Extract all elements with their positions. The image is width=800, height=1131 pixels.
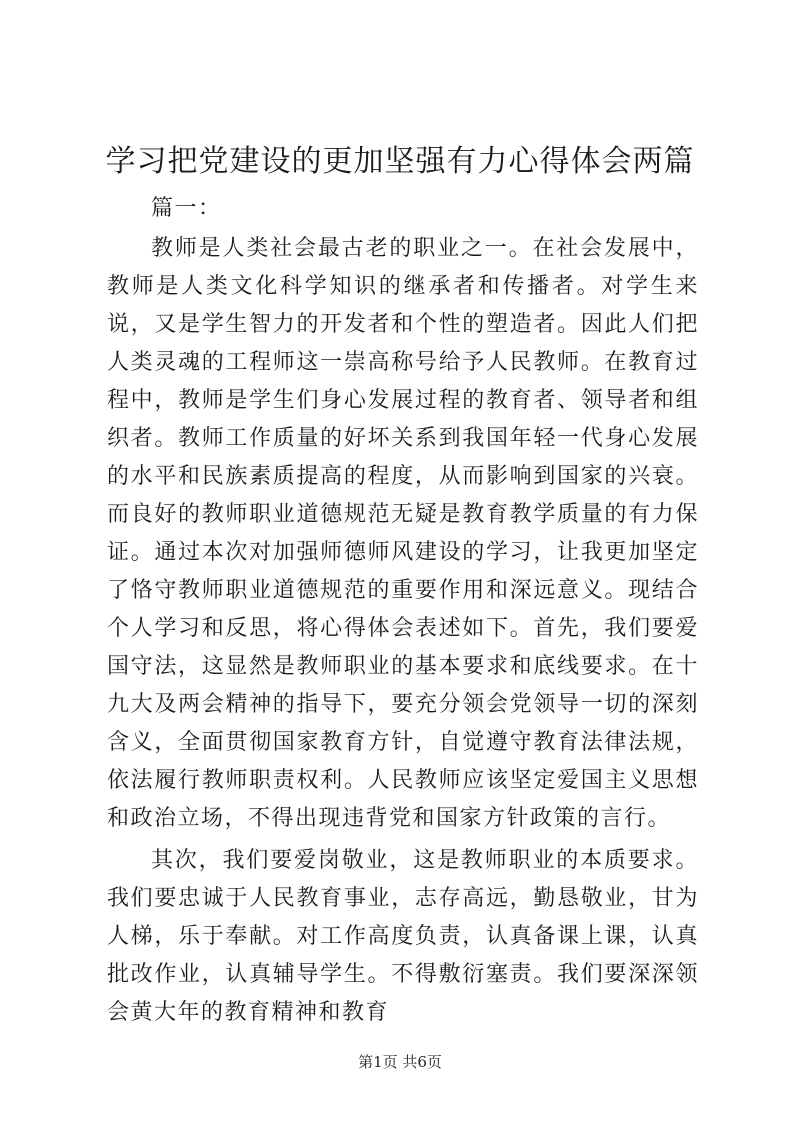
paragraph-2: 其次，我们要爱岗敬业，这是教师职业的本质要求。我们要忠诚于人民教育事业，志存高远，勤恳敬业，甘为人梯，乐于奉献。对工作高度负责，认真备课上课，认真批改作业，认真辅导学生。不得敷衍塞责。我们要深深领会黄大年的教育精神和教育 (107, 848, 699, 1025)
paragraph-1: 教师是人类社会最古老的职业之一。在社会发展中，教师是人类文化科学知识的继承者和传播者。对学生来说，又是学生智力的开发者和个性的塑造者。因此人们把人类灵魂的工程师这一崇高称号给予人民教师。在教育过程中，教师是学生们身心发展过程的教育者、领导者和组织者。教师工作质量的好坏关系到我国年轻一代身心发展的水平和民族素质提高的程度，从而影响到国家的兴衰。而良好的教师职业道德规范无疑是教育教学质量的有力保证。通过本次对加强师德师风建设的学习，让我更加坚定了恪守教师职业道德规范的重要作用和深远意义。现结合个人学习和反思，将心得体会表述如下。首先，我们要爱国守法，这显然是教师职业的基本要求和底线要求。在十九大及两会精神的指导下，要充分领会党领导一切的深刻含义，全面贯彻国家教育方针，自觉遵守教育法律法规，依法履行教师职责权利。人民教师应该坚定爱国主义思想和政治立场，不得出现违背党和国家方针政策的言行。 (107, 236, 699, 831)
document-title: 学习把党建设的更加坚强有力心得体会两篇 (105, 144, 695, 179)
document-body (107, 190, 699, 1032)
section-heading: 篇一： (151, 196, 222, 221)
page-footer: 第1页 共6页 (358, 1053, 442, 1071)
